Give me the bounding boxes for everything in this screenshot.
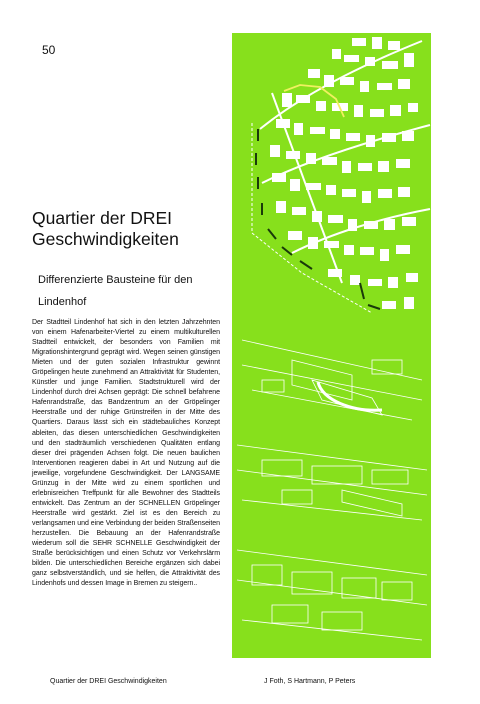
page-title: Quartier der DREI Geschwindigkeiten [32,208,179,249]
footer-title: Quartier der DREI Geschwindigkeiten [50,678,167,685]
footer-authors: J Foth, S Hartmann, P Peters [264,678,356,685]
page-number: 50 [42,43,56,57]
body-text: Der Stadtteil Lindenhof hat sich in den letzten Jahrzehnten von einem Hafenarbeiter-Viertel zu einem multikulturellen Stadtteil entwickelt, der besonders von Familien mit Migrationshintergrund geprägt wird. Wegen seinen günstigen Mieten und der guten sozialen Infrastruktur gewinnt Gröpelingen heute zunehmend an Attraktivität für Studenten, Künstler und junge Familien. Stadtstrukturell wird der Lindenhof durch drei Achsen geprägt: Die schnell befahrene Hafenrandstraße, das Bandzentrum an der Gröpelinger Heerstraße und der ruhige Grünstreifen in der Mitte des Quartiers. Daraus lässt sich ein städtebauliches Konzept ableiten, das diesen unterschiedlichen Geschwindigkeiten und den stadträumlich verschiedenen Qualitäten entlang dieser drei prägenden Achsen folgt. Die neuen baulichen Interventionen reagieren dabei in Art und Nutzung auf die jeweilige, vorgefundene Geschwindigkeit. Der LANGSAME Grünzug in der Mitte wird zu einem sportlichen und erlebnisreichen Treffpunkt für alle Bewohner des Stadtteils entwickelt. Das Zentrum an der SCHNELLEN Gröpelinger Heerstraße wird gestärkt. Ziel ist es den Bereich zu verlangsamen und eine Verbindung der beiden Straßenseiten herzustellen. Die Bebauung an der Hafenrandstraße wiederum soll die SEHR SCHNELLE Geschwindigkeit der Straße berücksichtigen und einen Schutz vor Verkehrslärm bilden. Die unterschiedlichen Bereiche ergänzen sich dabei ganz selbstverständlich, und sie helfen, die Attraktivität des Lindenhofs und dessen Image in Bremen zu steigern.. [32,319,220,588]
page-subtitle: Differenzierte Bausteine für den Lindenhof [38,274,193,308]
site-plan-figure [232,33,431,320]
perspective-drawings-figure [232,320,431,658]
